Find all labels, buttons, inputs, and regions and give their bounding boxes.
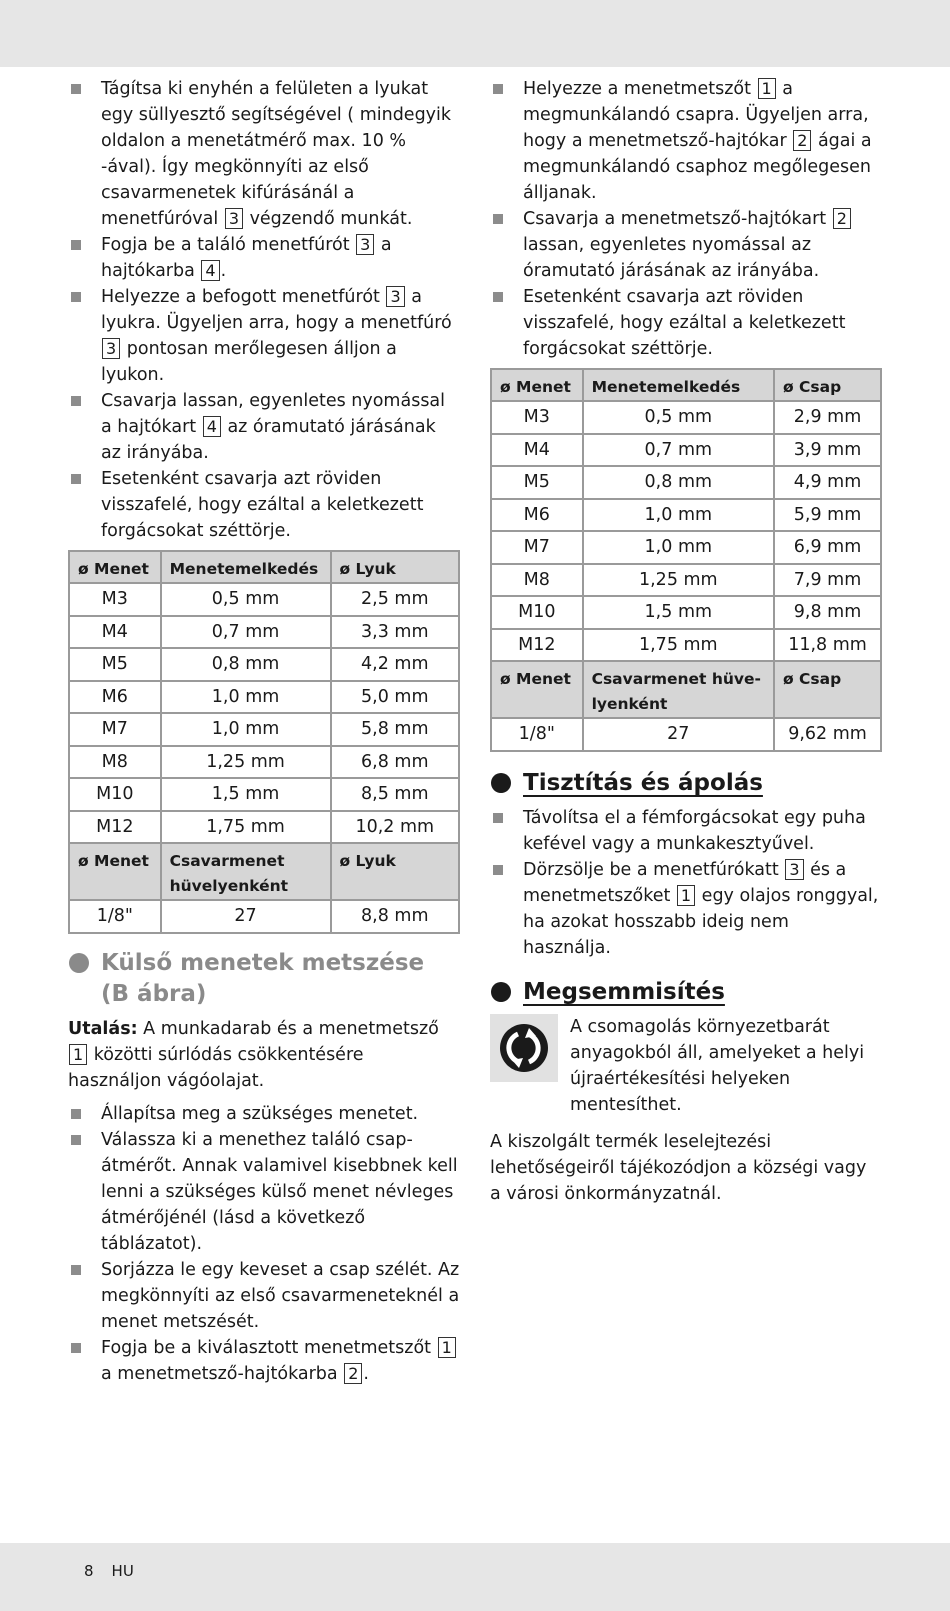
table-cell: M4 [491,434,583,467]
table-cell: 1,5 mm [161,778,331,811]
table-row [69,713,459,746]
table-cell: M4 [69,616,161,649]
table-header-row [69,551,459,583]
table-cell: 2,5 mm [331,583,459,616]
table-row [491,564,881,597]
table-row [69,778,459,811]
table-cell: M5 [491,466,583,499]
reference-number-box: 3 [386,286,404,307]
table-cell: 7,9 mm [774,564,881,597]
table-header-row [491,369,881,401]
table-row [491,434,881,467]
table-row [69,900,459,933]
table-cell: 0,8 mm [583,466,774,499]
list-item: Csavarja lassan, egyenletes nyomással a hajtókart 4 az óramutató járásának az irányába. [68,388,460,466]
table-header-cell: ø Menet [69,843,161,900]
table-header-cell: Csavarmenet hüve-lyenként [583,661,774,718]
table-cell: M6 [491,499,583,532]
table-cell: 27 [583,718,774,751]
table-cell: M8 [491,564,583,597]
table-header-row [69,843,459,900]
table-cell: 5,0 mm [331,681,459,714]
table-cell: 3,3 mm [331,616,459,649]
note-label: Utalás: [68,1018,138,1039]
table-cell: M3 [491,401,583,434]
reference-number-box: 2 [793,130,811,151]
note-text: A munkadarab és a menetmetsző 1 közötti súrlódás csökkentésére használjon vágóolajat. [68,1018,439,1091]
table-cell: 1,5 mm [583,596,774,629]
reference-number-box: 3 [225,208,243,229]
reference-number-box: 4 [203,416,221,437]
recycling-green-dot-icon [490,1014,558,1082]
table-cell: 27 [161,900,331,933]
table-cell: M7 [69,713,161,746]
list-item: Csavarja a menetmetsző-hajtókart 2 lassan, egyenletes nyomással az óramutató járásának az irányába. [490,206,882,284]
table-row [69,681,459,714]
table-row [491,401,881,434]
list-item: Távolítsa el a fémforgácsokat egy puha kefével vagy a munkakesztyűvel. [490,805,882,857]
reference-number-box: 1 [758,78,776,99]
reference-number-box: 2 [344,1363,362,1384]
bullet-list-die [490,76,882,362]
list-item: Fogja be a találó menetfúrót 3 a hajtókarba 4 . [68,232,460,284]
disposal-block [490,1014,882,1118]
table-row [491,629,881,662]
disposal-product-text: A kiszolgált termék leselejtezési lehetőségeiről tájékozódjon a községi vagy a városi önkormányzatnál. [490,1131,867,1204]
table-cell: 9,62 mm [774,718,881,751]
bullet-list-drilling [68,76,460,544]
table-cell: M12 [491,629,583,662]
list-item: Helyezze a menetmetszőt 1 a megmunkálandó csapra. Ügyeljen arra, hogy a menetmetsző-hajtókar 2 ágai a megmunkálandó csaphoz megőlegesen álljanak. [490,76,882,206]
table-row [69,616,459,649]
table-cell: 1,75 mm [161,811,331,844]
table-cell: 10,2 mm [331,811,459,844]
reference-number-box: 1 [69,1044,87,1065]
table-cell: M5 [69,648,161,681]
table-cell: 4,9 mm [774,466,881,499]
table-cell: 1,0 mm [161,713,331,746]
table-cell: 6,9 mm [774,531,881,564]
table-cell: M12 [69,811,161,844]
table-cell: 1,0 mm [583,499,774,532]
table-cell: 0,7 mm [161,616,331,649]
reference-number-box: 3 [102,338,120,359]
table-row [491,531,881,564]
table-cell: M7 [491,531,583,564]
table-cell: 1/8" [491,718,583,751]
thread-hole-table [68,550,460,934]
table-header-cell: ø Lyuk [331,551,459,583]
table-header-cell: ø Menet [491,661,583,718]
disposal-packaging-text: A csomagolás környezetbarát anyagokból áll, amelyeket a helyi újraértékesítési helyeken mentesíthet. [570,1016,865,1115]
reference-number-box: 1 [677,885,695,906]
table-cell: 0,7 mm [583,434,774,467]
table-cell: M3 [69,583,161,616]
reference-number-box: 3 [356,234,374,255]
table-cell: 0,8 mm [161,648,331,681]
note-paragraph [68,1016,460,1094]
language-code: HU [111,1562,134,1580]
table-cell: M8 [69,746,161,779]
table-cell: 2,9 mm [774,401,881,434]
table-cell: 4,2 mm [331,648,459,681]
section-title-external-threads: Külső menetek metszése (B ábra) [68,948,460,1010]
section-title-disposal: Megsemmisítés [490,977,882,1008]
reference-number-box: 2 [833,208,851,229]
left-column [68,76,460,1387]
table-header-cell: ø Csap [774,661,881,718]
table-cell: 1,0 mm [161,681,331,714]
table-cell: 1/8" [69,900,161,933]
table-cell: M10 [69,778,161,811]
table-header-cell: Menetemelkedés [161,551,331,583]
list-item: Dörzsölje be a menetfúrókatt 3 és a menetmetszőket 1 egy olajos ronggyal, ha azokat hosszabb ideig nem használja. [490,857,882,961]
table-cell: M10 [491,596,583,629]
bullet-list-cleaning [490,805,882,961]
table-row [69,648,459,681]
table-cell: 11,8 mm [774,629,881,662]
list-item: Állapítsa meg a szükséges menetet. [68,1101,460,1127]
table-cell: 8,8 mm [331,900,459,933]
table-cell: 9,8 mm [774,596,881,629]
table-cell: 3,9 mm [774,434,881,467]
table-cell: 6,8 mm [331,746,459,779]
right-column [490,76,882,1207]
table-row [69,746,459,779]
table-header-cell: ø Csap [774,369,881,401]
reference-number-box: 3 [785,859,803,880]
table-row [69,583,459,616]
table-cell: 1,25 mm [583,564,774,597]
table-cell: 1,25 mm [161,746,331,779]
table-cell: 1,0 mm [583,531,774,564]
list-item: Helyezze a befogott menetfúrót 3 a lyukra. Ügyeljen arra, hogy a menetfúró 3 pontosan merőlegesen álljon a lyukon. [68,284,460,388]
table-row [491,596,881,629]
table-header-row [491,661,881,718]
table-cell: 8,5 mm [331,778,459,811]
table-header-cell: Menetemelkedés [583,369,774,401]
table-row [491,499,881,532]
table-row [69,811,459,844]
table-row [491,466,881,499]
table-cell: 0,5 mm [583,401,774,434]
table-cell: 1,75 mm [583,629,774,662]
table-cell: 5,8 mm [331,713,459,746]
table-header-cell: ø Menet [491,369,583,401]
table-header-cell: ø Menet [69,551,161,583]
list-item: Tágítsa ki enyhén a felületen a lyukat egy süllyesztő segítségével ( mindegyik oldalon a menetátmérő max. 10 % -ával). Így megkönnyíti az első csavarmenetek kifúrásánál a menetfúróval 3 végzendő munkát. [68,76,460,232]
section-title-cleaning: Tisztítás és ápolás [490,768,882,799]
thread-bolt-table [490,368,882,752]
reference-number-box: 1 [438,1337,456,1358]
footer [84,1562,152,1580]
bullet-list-external-threads [68,1101,460,1387]
table-cell: M6 [69,681,161,714]
header-band [0,0,950,67]
table-cell: 5,9 mm [774,499,881,532]
table-cell: 0,5 mm [161,583,331,616]
list-item: Fogja be a kiválasztott menetmetszőt 1 a menetmetsző-hajtókarba 2 . [68,1335,460,1387]
list-item: Sorjázza le egy keveset a csap szélét. Az megkönnyíti az első csavarmeneteknél a menet metszését. [68,1257,460,1335]
table-header-cell: ø Lyuk [331,843,459,900]
page-number: 8 [84,1562,94,1580]
reference-number-box: 4 [201,260,219,281]
list-item: Válassza ki a menethez találó csap-átmérőt. Annak valamivel kisebbnek kell lenni a szükséges külső menet névleges átmérőjénél (lásd a következő táblázatot). [68,1127,460,1257]
table-row [491,718,881,751]
table-header-cell: Csavarmenet hüvelyenként [161,843,331,900]
list-item: Esetenként csavarja azt röviden visszafelé, hogy ezáltal a keletkezett forgácsokat széttörje. [490,284,882,362]
list-item: Esetenként csavarja azt röviden visszafelé, hogy ezáltal a keletkezett forgácsokat széttörje. [68,466,460,544]
